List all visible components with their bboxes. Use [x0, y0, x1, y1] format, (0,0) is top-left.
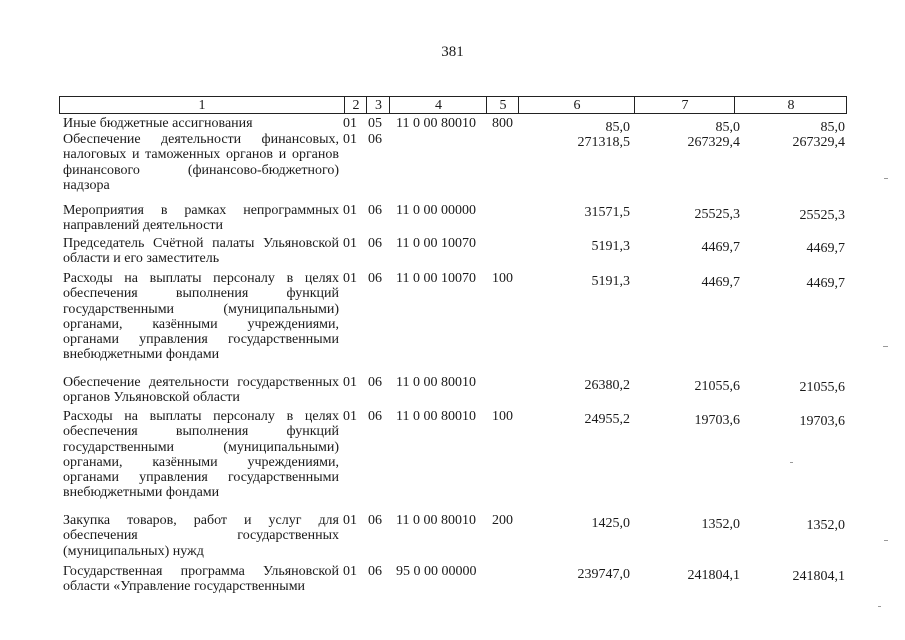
row-pr: 06 [368, 271, 382, 286]
row-vr: 800 [492, 116, 513, 131]
scan-speck [878, 606, 881, 607]
row-csr: 95 0 00 00000 [396, 564, 477, 579]
row-csr: 11 0 00 10070 [396, 236, 476, 251]
row-value-1: 26380,2 [584, 378, 630, 393]
row-csr: 11 0 00 80010 [396, 375, 476, 390]
row-rz: 01 [343, 513, 357, 528]
col-header-6: 6 [518, 97, 635, 113]
row-value-3: 4469,7 [806, 241, 845, 256]
row-value-3: 85,0 [820, 120, 845, 135]
row-csr: 11 0 00 00000 [396, 203, 476, 218]
row-value-1: 1425,0 [591, 516, 630, 531]
row-pr: 06 [368, 236, 382, 251]
row-name: Расходы на выплаты персоналу в целях обеспечения выполнения функций государственными (муниципальными) органами, казёнными учреждениями, органами управления государственными внебюджетными фондами [63, 271, 339, 363]
row-rz: 01 [343, 564, 357, 579]
row-pr: 06 [368, 409, 382, 424]
row-value-2: 4469,7 [701, 275, 740, 290]
row-pr: 06 [368, 132, 382, 147]
row-value-3: 19703,6 [799, 414, 845, 429]
row-rz: 01 [343, 203, 357, 218]
row-name: Мероприятия в рамках непрограммных направлений деятельности [63, 203, 339, 234]
row-rz: 01 [343, 132, 357, 147]
row-value-2: 25525,3 [694, 207, 740, 222]
scan-speck [884, 178, 888, 179]
row-pr: 06 [368, 375, 382, 390]
row-csr: 11 0 00 80010 [396, 409, 476, 424]
row-value-3: 267329,4 [792, 135, 845, 150]
row-pr: 06 [368, 564, 382, 579]
col-header-4: 4 [389, 97, 487, 113]
row-pr: 06 [368, 203, 382, 218]
row-value-1: 24955,2 [584, 412, 630, 427]
row-name: Иные бюджетные ассигнования [63, 116, 253, 131]
row-value-2: 1352,0 [701, 517, 740, 532]
row-rz: 01 [343, 236, 357, 251]
row-value-2: 4469,7 [701, 240, 740, 255]
row-value-2: 19703,6 [694, 413, 740, 428]
row-value-1: 271318,5 [577, 135, 630, 150]
row-name: Обеспечение деятельности государственных органов Ульяновской области [63, 375, 339, 406]
row-value-3: 21055,6 [799, 380, 845, 395]
row-name: Председатель Счётной палаты Ульяновской области и его заместитель [63, 236, 339, 267]
row-value-1: 31571,5 [584, 205, 630, 220]
row-value-3: 241804,1 [792, 569, 845, 584]
col-header-2: 2 [344, 97, 367, 113]
row-rz: 01 [343, 116, 357, 131]
row-name: Государственная программа Ульяновской области «Управление государственными [63, 564, 339, 595]
row-value-1: 5191,3 [591, 274, 630, 289]
row-value-2: 85,0 [715, 120, 740, 135]
row-name: Расходы на выплаты персоналу в целях обеспечения выполнения функций государственными (муниципальными) органами, казёнными учреждениями, органами управления государственными внебюджетными фондами [63, 409, 339, 501]
scan-speck [883, 346, 888, 347]
row-csr: 11 0 00 10070 [396, 271, 476, 286]
row-value-1: 85,0 [605, 120, 630, 135]
row-pr: 05 [368, 116, 382, 131]
scan-speck [884, 540, 888, 541]
row-name: Закупка товаров, работ и услуг для обеспечения государственных (муниципальных) нужд [63, 513, 339, 559]
row-value-2: 267329,4 [687, 135, 740, 150]
col-header-7: 7 [634, 97, 735, 113]
row-value-2: 21055,6 [694, 379, 740, 394]
row-value-1: 239747,0 [577, 567, 630, 582]
row-vr: 200 [492, 513, 513, 528]
col-header-5: 5 [486, 97, 519, 113]
row-value-3: 1352,0 [806, 518, 845, 533]
scan-speck [790, 462, 793, 463]
row-vr: 100 [492, 409, 513, 424]
table-header [59, 96, 847, 114]
row-pr: 06 [368, 513, 382, 528]
col-header-1: 1 [198, 98, 206, 113]
col-header-8: 8 [734, 97, 847, 113]
row-csr: 11 0 00 80010 [396, 116, 476, 131]
row-csr: 11 0 00 80010 [396, 513, 476, 528]
row-rz: 01 [343, 409, 357, 424]
page-number: 381 [441, 44, 464, 60]
row-name: Обеспечение деятельности финансовых, налоговых и таможенных органов и органов финансового (финансово-бюджетного) надзора [63, 132, 339, 193]
row-rz: 01 [343, 375, 357, 390]
col-header-3: 3 [366, 97, 390, 113]
row-value-1: 5191,3 [591, 239, 630, 254]
row-value-2: 241804,1 [687, 568, 740, 583]
row-rz: 01 [343, 271, 357, 286]
row-value-3: 4469,7 [806, 276, 845, 291]
row-vr: 100 [492, 271, 513, 286]
row-value-3: 25525,3 [799, 208, 845, 223]
